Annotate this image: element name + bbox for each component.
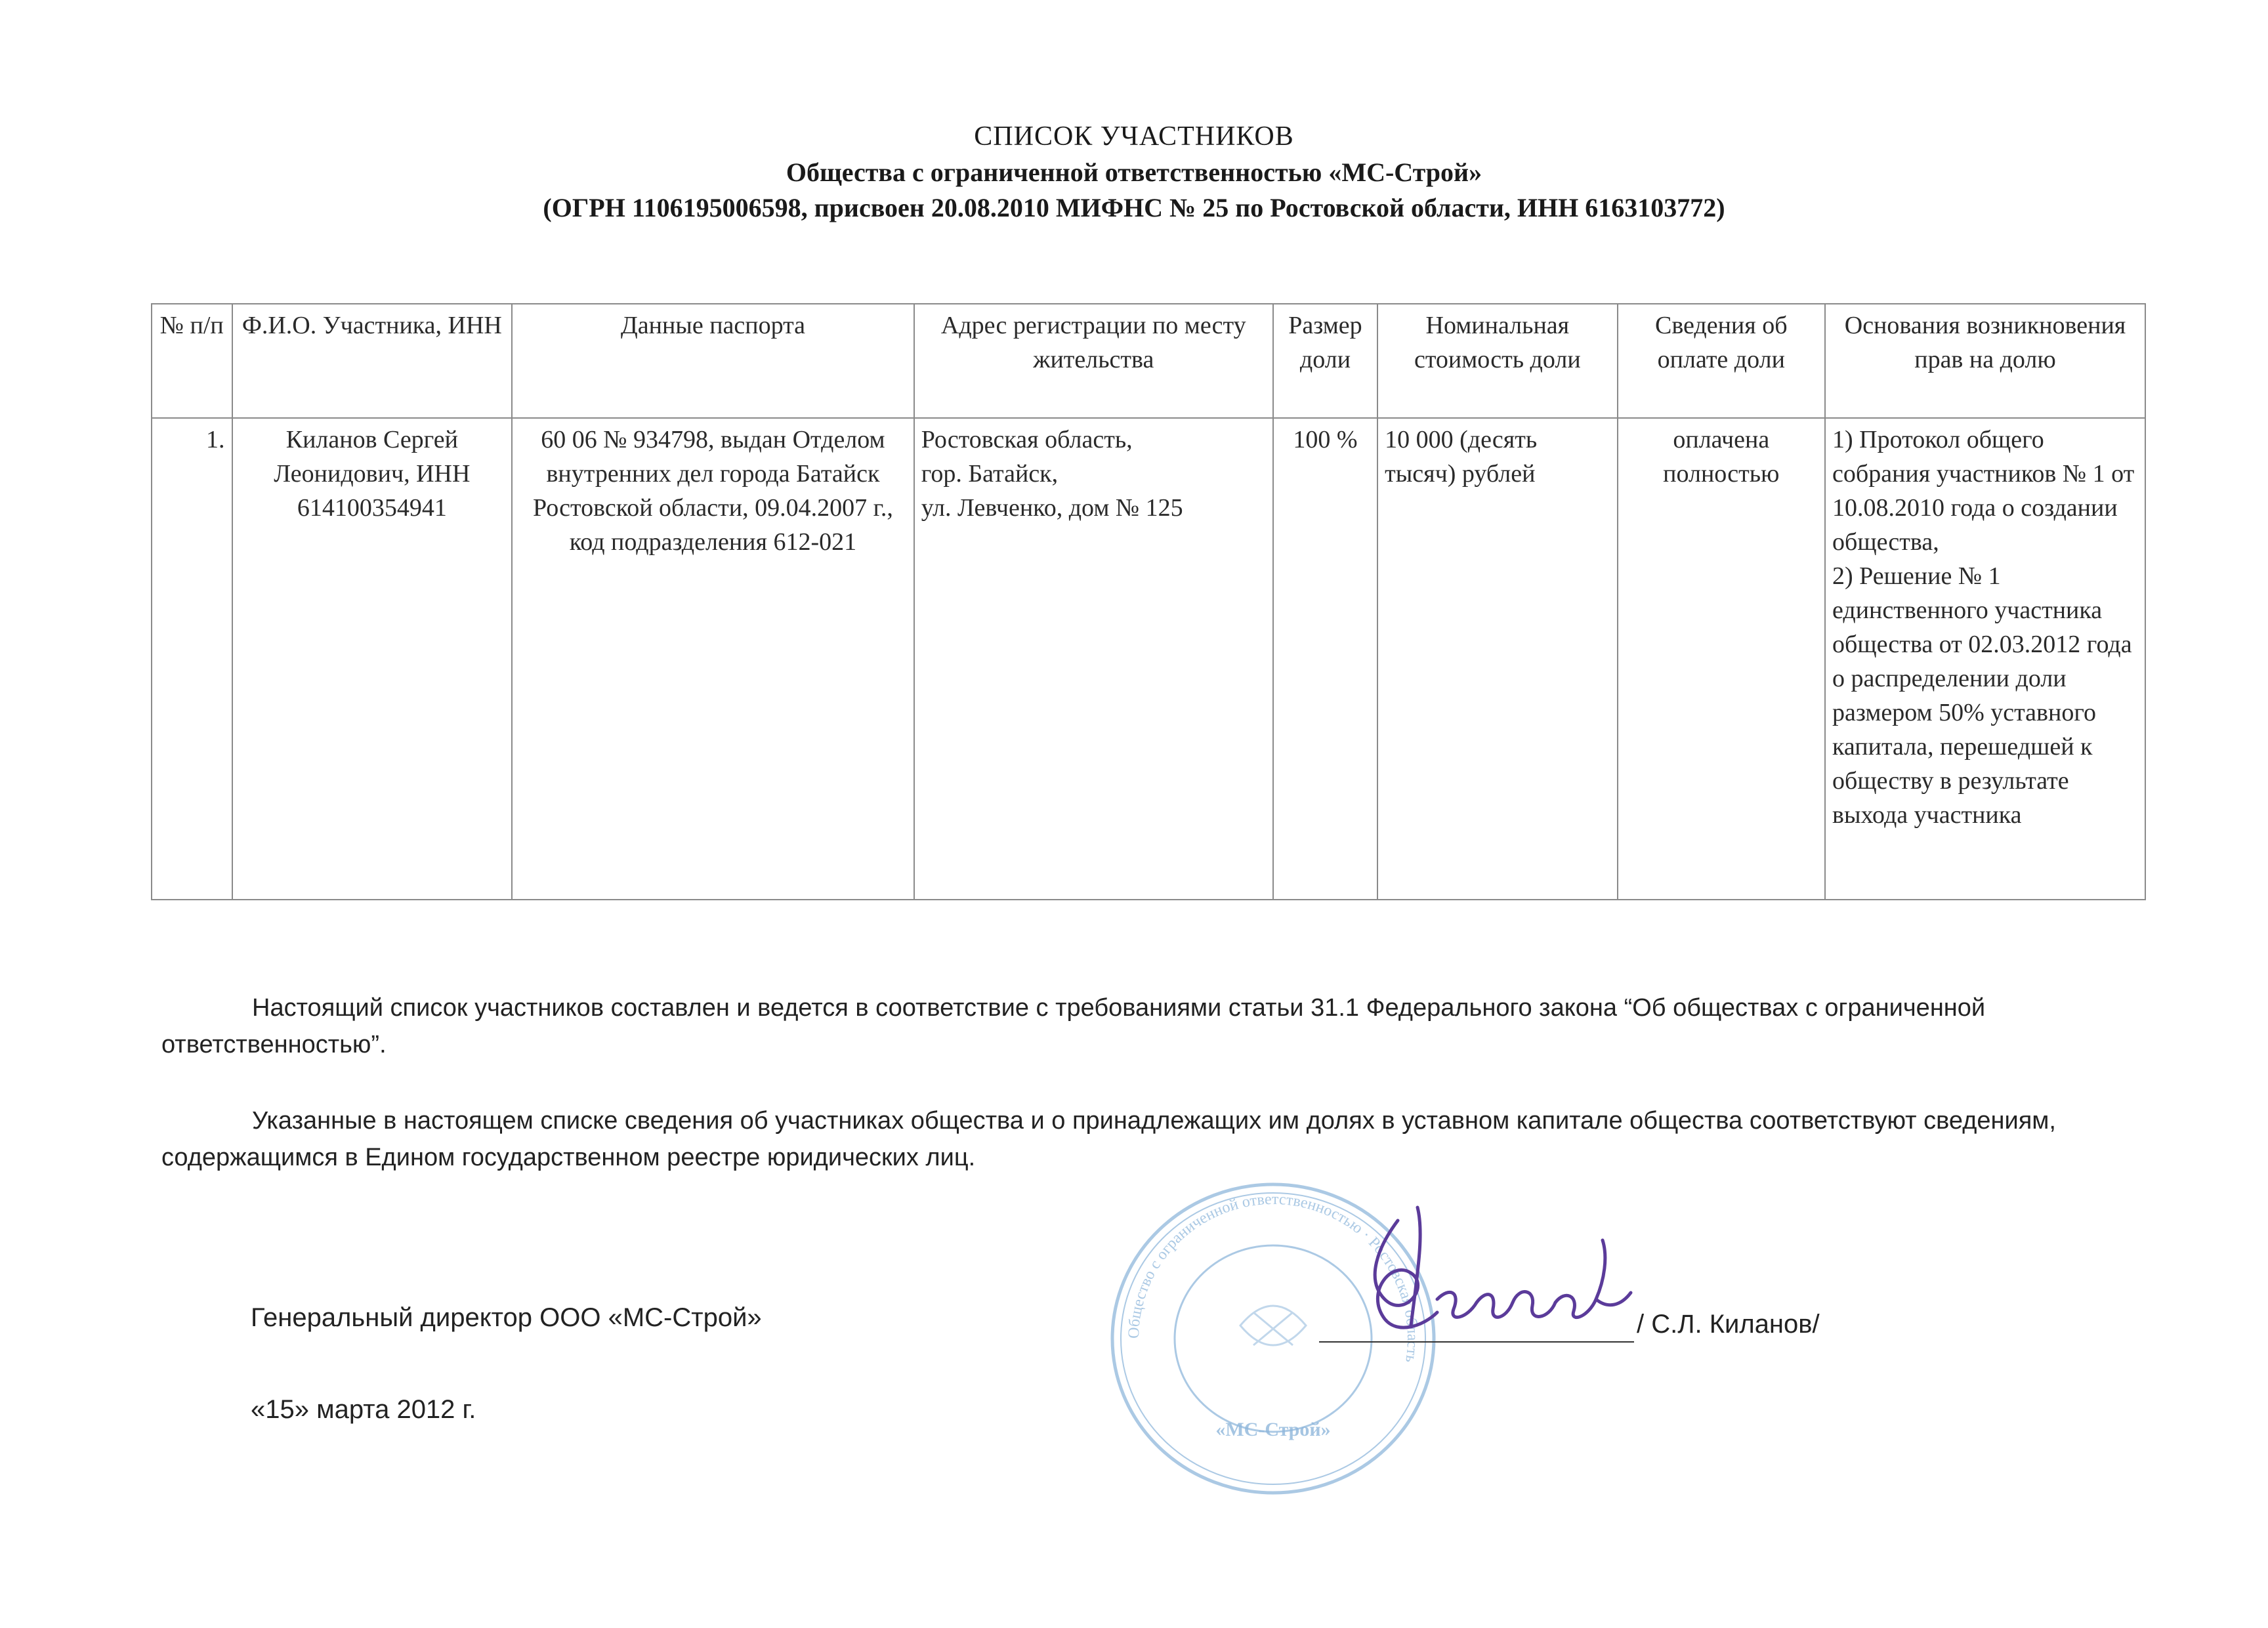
cell-number: 1. — [152, 418, 232, 900]
col-header-share: Размер доли — [1273, 304, 1377, 418]
col-header-name: Ф.И.О. Участника, ИНН — [232, 304, 513, 418]
cell-share: 100 % — [1273, 418, 1377, 900]
col-header-basis: Основания возникновения прав на долю — [1825, 304, 2145, 418]
document-header — [0, 118, 2268, 226]
handwritten-signature — [1339, 1194, 1641, 1352]
signer-position: Генеральный директор ООО «МС-Строй» — [251, 1303, 762, 1332]
compliance-paragraph: Настоящий список участников составлен и ведется в соответствие с требованиями статьи 31.1 Федерального закона “Об обществах с ограниченной ответственностью”. — [161, 994, 1986, 1058]
company-registration: (ОГРН 1106195006598, присвоен 20.08.2010 МИФНС № 25 по Ростовской области, ИНН 6163103772) — [543, 193, 1725, 222]
participants-table — [151, 303, 2146, 900]
document-date: «15» марта 2012 г. — [251, 1395, 476, 1424]
cell-participant-name: Киланов Сергей Леонидович, ИНН 614100354941 — [232, 418, 513, 900]
table-header-row — [152, 304, 2145, 418]
col-header-address: Адрес регистрации по месту жительства — [914, 304, 1273, 418]
cell-address: Ростовская область, гор. Батайск, ул. Левченко, дом № 125 — [914, 418, 1273, 900]
col-header-passport: Данные паспорта — [512, 304, 914, 418]
table-row — [152, 418, 2145, 900]
cell-passport: 60 06 № 934798, выдан Отделом внутренних дел города Батайск Ростовской области, 09.04.2007 г., код подразделения 612-021 — [512, 418, 914, 900]
cell-nominal: 10 000 (десять тысяч) рублей — [1377, 418, 1617, 900]
col-header-nominal: Номинальная стоимость доли — [1377, 304, 1617, 418]
cell-basis: 1) Протокол общего собрания участников № 1 от 10.08.2010 года о создании общества, 2) Решение № 1 единственного участника общества от 02.03.2012 года о распределении доли размером 50% уставного капитала, перешедшей к обществу в результате выхода участника — [1825, 418, 2145, 900]
company-name: Общества с ограниченной ответственностью «МС-Строй» — [786, 157, 1482, 187]
signer-name: / С.Л. Киланов/ — [1637, 1310, 1820, 1339]
stamp-center-text: «МС-Строй» — [1215, 1419, 1331, 1440]
cell-payment: оплачена полностью — [1618, 418, 1825, 900]
registry-paragraph: Указанные в настоящем списке сведения об участниках общества и о принадлежащих им долях в уставном капитале общества соответствуют сведениям, содержащимся в Едином государственном реестре юридических лиц. — [161, 1107, 2056, 1171]
signature-line — [1319, 1341, 1634, 1343]
stamp-emblem — [1240, 1306, 1306, 1345]
col-header-number: № п/п — [152, 304, 232, 418]
stamp-ring-text: Общество с ограниченной ответственностью · Ростовская область — [1125, 1190, 1421, 1364]
col-header-payment: Сведения об оплате доли — [1618, 304, 1825, 418]
document-title: СПИСОК УЧАСТНИКОВ — [974, 121, 1294, 152]
